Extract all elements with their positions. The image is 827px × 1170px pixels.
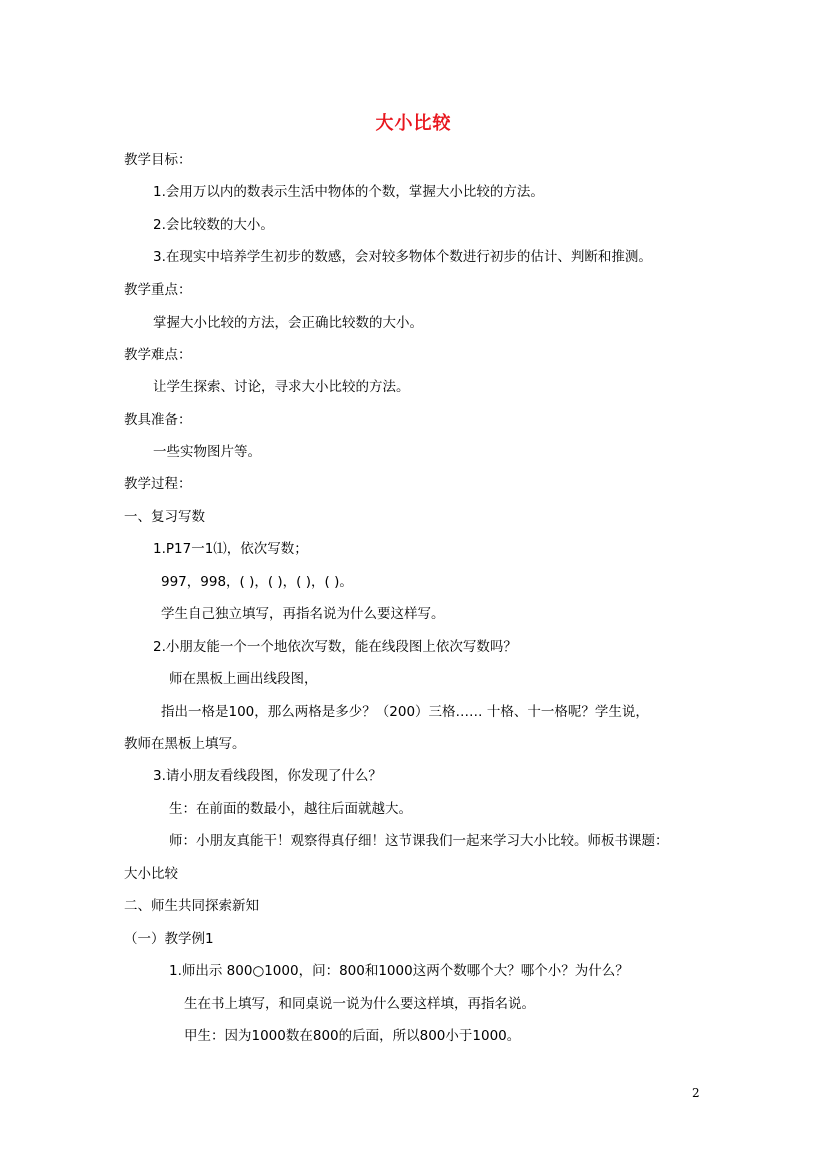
lesson-topic: 大小比较 bbox=[124, 866, 178, 882]
heading-difficulties: 教学难点： bbox=[124, 347, 192, 363]
segment-question: 指出一格是100，那么两格是多少？（200）三格…… 十格、十一格呢？学生说， bbox=[161, 704, 649, 720]
example-1-activity: 生在书上填写，和同桌说一说为什么要这样填，再指名说。 bbox=[184, 996, 535, 1012]
student-answer: 生：在前面的数最小，越往后面就越大。 bbox=[169, 801, 412, 817]
heading-materials: 教具准备： bbox=[124, 412, 192, 428]
example-1-heading: （一）教学例1 bbox=[124, 931, 214, 947]
example-1-answer: 甲生：因为1000数在800的后面，所以800小于1000。 bbox=[184, 1028, 521, 1044]
page-number: 2 bbox=[692, 1086, 700, 1100]
review-item-2: 2.小朋友能一个一个地依次写数，能在线段图上依次写数吗？ bbox=[153, 639, 517, 655]
heading-objectives: 教学目标： bbox=[124, 152, 192, 168]
objective-1: 1.会用万以内的数表示生活中物体的个数，掌握大小比较的方法。 bbox=[153, 184, 544, 200]
heading-process: 教学过程： bbox=[124, 476, 192, 492]
section-explore: 二、师生共同探索新知 bbox=[124, 898, 259, 914]
materials-text: 一些实物图片等。 bbox=[153, 444, 261, 460]
section-review: 一、复习写数 bbox=[124, 509, 205, 525]
heading-key-points: 教学重点： bbox=[124, 282, 192, 298]
fill-in-sequence: 997，998，( )，( )，( )，( )。 bbox=[161, 574, 353, 590]
segment-question-cont: 教师在黑板上填写。 bbox=[124, 736, 246, 752]
teacher-draws: 师在黑板上画出线段图， bbox=[169, 671, 318, 687]
difficulties-text: 让学生探索、讨论，寻求大小比较的方法。 bbox=[153, 379, 410, 395]
objective-3: 3.在现实中培养学生初步的数感，会对较多物体个数进行初步的估计、判断和推测。 bbox=[153, 249, 652, 265]
key-points-text: 掌握大小比较的方法，会正确比较数的大小。 bbox=[153, 315, 423, 331]
document-title: 大小比较 bbox=[375, 113, 452, 134]
review-item-1: 1.P17一1⑴，依次写数； bbox=[153, 541, 308, 557]
objective-2: 2.会比较数的大小。 bbox=[153, 217, 274, 233]
review-note: 学生自己独立填写，再指名说为什么要这样写。 bbox=[161, 606, 445, 622]
example-1-question: 1.师出示 800○1000，问：800和1000这两个数哪个大？哪个小？为什么？ bbox=[169, 963, 629, 979]
teacher-praise: 师：小朋友真能干！观察得真仔细！这节课我们一起来学习大小比较。师板书课题： bbox=[169, 833, 669, 849]
review-item-3: 3.请小朋友看线段图，你发现了什么？ bbox=[153, 768, 382, 784]
